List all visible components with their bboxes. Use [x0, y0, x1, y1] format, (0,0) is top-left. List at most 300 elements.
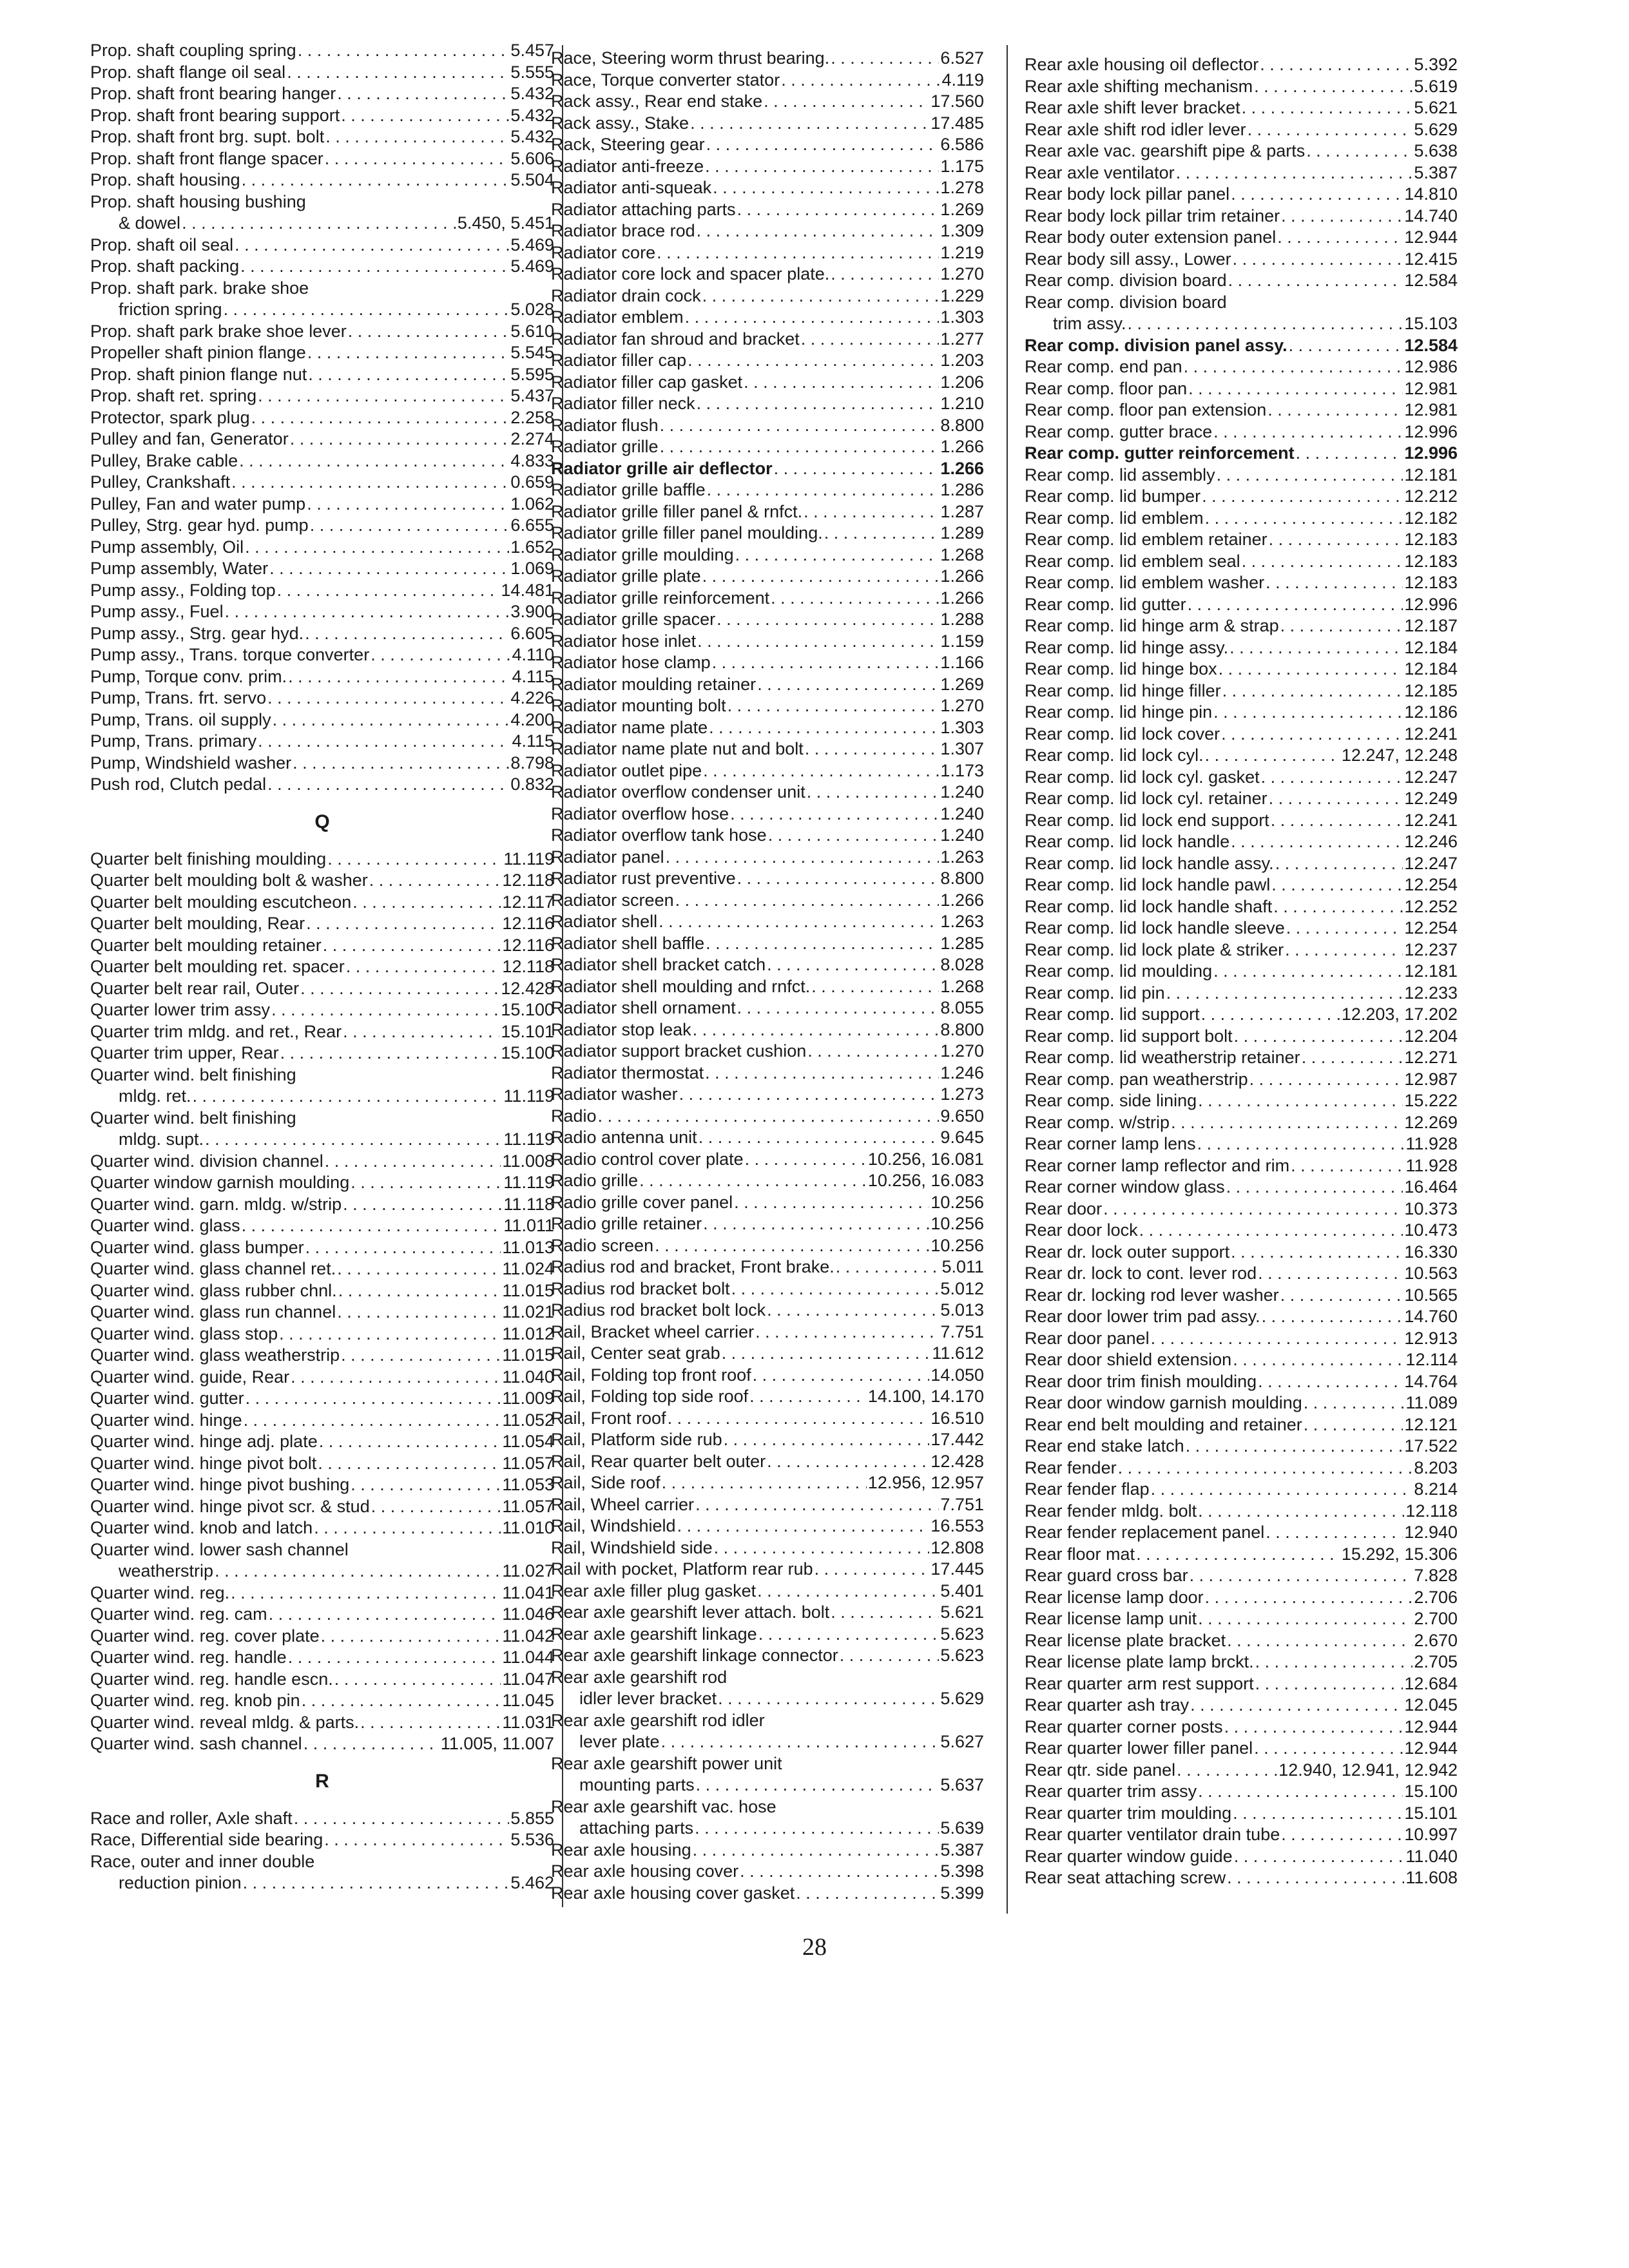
entry-page-ref: 8.798	[510, 753, 554, 773]
entry-term: Pump, Torque conv. prim.	[90, 666, 287, 686]
entry-term: Rear corner lamp lens	[1025, 1134, 1196, 1153]
entry-term: Rear door	[1025, 1198, 1103, 1218]
dot-leader	[1262, 1306, 1403, 1328]
index-entry	[1025, 1004, 1458, 1026]
entry-term: Pump assy., Strg. gear hyd.	[90, 623, 304, 643]
index-entry	[90, 1345, 554, 1367]
dot-leader	[677, 1515, 930, 1537]
entry-page-ref: 5.639	[940, 1818, 984, 1838]
entry-page-ref: 15.101	[1404, 1803, 1458, 1823]
entry-page-ref: 1.266	[940, 458, 984, 478]
dot-leader	[1248, 119, 1413, 141]
index-entry	[90, 235, 554, 256]
index-entry	[90, 1872, 554, 1894]
index-entry	[90, 83, 554, 105]
dot-leader	[325, 126, 509, 148]
index-entry	[551, 1581, 984, 1602]
dot-leader	[1136, 1544, 1340, 1566]
dot-leader	[1202, 486, 1403, 508]
dot-leader	[371, 1496, 501, 1518]
entry-term: Radiator emblem	[551, 307, 684, 327]
index-entry	[90, 892, 554, 914]
index-entry	[551, 868, 984, 890]
entry-page-ref: 10.256, 16.081	[867, 1149, 984, 1169]
index-entry	[551, 1472, 984, 1494]
entry-term: Rear comp. lid lock cyl.	[1025, 745, 1204, 765]
entry-term: Rear comp. division panel assy.	[1025, 335, 1287, 355]
index-entry	[90, 169, 554, 191]
index-entry	[90, 1258, 554, 1280]
dot-leader	[325, 1151, 501, 1173]
index-entry	[90, 1808, 554, 1830]
entry-page-ref: 5.638	[1414, 141, 1458, 160]
entry-term: Rear comp. side lining	[1025, 1091, 1197, 1110]
entry-term: Rail, Folding top front roof	[551, 1365, 751, 1385]
entry-term: mldg. supt.	[119, 1129, 204, 1149]
entry-page-ref: 12.183	[1404, 573, 1458, 592]
entry-page-ref: 2.274	[510, 429, 554, 448]
index-entry	[551, 738, 984, 760]
index-entry	[551, 113, 984, 135]
index-entry	[551, 652, 984, 674]
entry-term: Rear door window garnish moulding	[1025, 1393, 1302, 1412]
dot-leader	[717, 609, 939, 631]
dot-leader	[1304, 1392, 1405, 1414]
entry-term: Rear comp. lid emblem seal	[1025, 551, 1240, 571]
entry-page-ref: 7.751	[940, 1494, 984, 1514]
index-entry	[1025, 874, 1458, 896]
entry-term: reduction pinion	[119, 1873, 242, 1892]
entry-term: Rail, Platform side rub	[551, 1430, 722, 1449]
dot-leader	[343, 1021, 499, 1043]
entry-page-ref: 8.214	[1414, 1479, 1458, 1499]
dot-leader	[293, 753, 509, 774]
dot-leader	[668, 1408, 930, 1430]
entry-term: Rear license plate lamp brckt.	[1025, 1652, 1254, 1671]
entry-term: Radiator support bracket cushion	[551, 1041, 807, 1061]
dot-leader	[767, 954, 939, 976]
dot-leader	[1273, 896, 1403, 918]
dot-leader	[702, 285, 940, 307]
index-entry	[90, 342, 554, 364]
entry-term: Rail, Windshield side	[551, 1537, 713, 1557]
dot-leader	[836, 1256, 941, 1278]
dot-leader	[1266, 572, 1403, 594]
entry-term: Prop. shaft ret. spring	[90, 386, 257, 405]
entry-term: Rear comp. lid hinge filler	[1025, 680, 1221, 700]
entry-page-ref: 11.046	[502, 1604, 554, 1624]
entry-page-ref: 12.181	[1404, 961, 1458, 981]
entry-page-ref: 12.944	[1404, 1738, 1458, 1758]
index-entry	[90, 213, 554, 235]
index-entry	[551, 695, 984, 717]
dot-leader	[1266, 1522, 1403, 1544]
entry-term: Rear license plate bracket	[1025, 1630, 1226, 1650]
dot-leader	[774, 458, 940, 480]
index-entry	[551, 1300, 984, 1321]
index-entry	[1025, 1133, 1458, 1155]
entry-page-ref: 11.031	[502, 1712, 554, 1732]
entry-term: Radio antenna unit	[551, 1128, 697, 1147]
entry-page-ref: 11.928	[1405, 1155, 1458, 1175]
entry-term: Race, Differential side bearing	[90, 1830, 323, 1849]
entry-term: Rear quarter corner posts	[1025, 1716, 1223, 1736]
dot-leader	[722, 1343, 931, 1365]
dot-leader	[1205, 745, 1340, 767]
entry-page-ref: 8.800	[940, 415, 984, 435]
entry-term: Rear axle shift rod idler lever	[1025, 119, 1246, 139]
entry-page-ref: 12.981	[1404, 378, 1458, 398]
dot-leader	[1227, 1867, 1404, 1889]
entry-term: Radiator overflow tank hose	[551, 825, 767, 845]
entry-page-ref: 5.028	[510, 300, 554, 319]
index-entry	[90, 1129, 554, 1151]
index-entry	[90, 1539, 554, 1561]
entry-term: Radiator shell ornament	[551, 998, 736, 1017]
entry-term: Radiator panel	[551, 847, 664, 867]
index-entry	[1025, 184, 1458, 206]
entry-term: Radiator filler cap gasket	[551, 372, 743, 392]
dot-leader	[304, 1733, 439, 1755]
dot-leader	[695, 1494, 939, 1516]
index-entry	[90, 1367, 554, 1389]
index-entry	[551, 803, 984, 825]
entry-page-ref: 12.584	[1404, 271, 1458, 290]
index-entry	[551, 1019, 984, 1041]
dot-leader	[767, 1300, 939, 1321]
entry-term: Rear axle gearshift lever attach. bolt	[551, 1602, 830, 1622]
dot-leader	[1222, 680, 1403, 702]
index-entry	[551, 1515, 984, 1537]
index-entry	[551, 609, 984, 631]
entry-term: Rear quarter arm rest support	[1025, 1673, 1254, 1693]
index-entry	[1025, 1544, 1458, 1566]
index-entry	[1025, 313, 1458, 335]
dot-leader	[321, 1626, 501, 1648]
entry-page-ref: 11.047	[502, 1669, 554, 1689]
dot-leader	[740, 1861, 939, 1883]
entry-page-ref: 1.240	[940, 782, 984, 802]
dot-leader	[737, 199, 940, 221]
entry-term: Rear quarter trim assy	[1025, 1782, 1197, 1801]
index-entry	[90, 148, 554, 170]
column-divider	[1007, 45, 1008, 1914]
entry-page-ref: 5.627	[940, 1732, 984, 1751]
entry-term: Pump, Windshield washer	[90, 753, 292, 773]
entry-page-ref: 5.606	[510, 148, 554, 168]
dot-leader	[231, 472, 509, 494]
entry-page-ref: 8.028	[940, 955, 984, 974]
entry-page-ref: 11.119	[503, 849, 554, 869]
dot-leader	[1249, 1069, 1403, 1091]
entry-page-ref: 12.118	[502, 957, 554, 976]
entry-page-ref: 1.273	[940, 1084, 984, 1104]
index-entry	[1025, 529, 1458, 551]
entry-term: Radio grille	[551, 1171, 639, 1190]
index-entry	[90, 537, 554, 559]
entry-page-ref: 1.062	[510, 494, 554, 514]
dot-leader	[231, 1582, 501, 1604]
dot-leader	[660, 436, 940, 458]
index-entry	[551, 156, 984, 178]
entry-term: Prop. shaft coupling spring	[90, 41, 296, 60]
dot-leader	[1277, 227, 1403, 249]
index-entry	[1025, 54, 1458, 76]
index-entry	[90, 1604, 554, 1626]
dot-leader	[1242, 551, 1403, 573]
index-entry	[551, 825, 984, 847]
dot-leader	[306, 913, 501, 935]
index-entry	[1025, 421, 1458, 443]
dot-leader	[280, 1043, 500, 1064]
dot-leader	[758, 1624, 940, 1646]
index-entry	[551, 1278, 984, 1300]
entry-page-ref: 11.024	[502, 1259, 554, 1278]
index-entry	[90, 1647, 554, 1669]
entry-term: Pulley and fan, Generator	[90, 429, 289, 448]
entry-page-ref: 12.987	[1404, 1069, 1458, 1089]
entry-page-ref: 15.100	[501, 1043, 554, 1062]
dot-leader	[767, 1451, 929, 1473]
entry-page-ref: 14.760	[1404, 1307, 1458, 1326]
index-entry	[90, 999, 554, 1021]
entry-page-ref: 12.271	[1404, 1048, 1458, 1067]
dot-leader	[696, 1774, 940, 1796]
entry-page-ref: 12.183	[1404, 551, 1458, 571]
entry-term: Race, Steering worm thrust bearing.	[551, 48, 830, 68]
entry-term: Radiator filler cap	[551, 351, 687, 370]
entry-term: Rear door lower trim pad assy.	[1025, 1307, 1260, 1326]
index-entry	[1025, 1392, 1458, 1414]
entry-page-ref: 10.563	[1404, 1264, 1458, 1283]
dot-leader	[302, 1690, 501, 1712]
entry-term: Rack, Steering gear	[551, 135, 705, 154]
entry-page-ref: 0.659	[510, 472, 554, 492]
entry-page-ref: 8.055	[940, 998, 984, 1017]
dot-leader	[267, 774, 509, 796]
entry-page-ref: 12.944	[1404, 227, 1458, 247]
dot-leader	[807, 1041, 939, 1062]
entry-page-ref: 15.103	[1404, 314, 1458, 333]
dot-leader	[1166, 983, 1403, 1004]
entry-page-ref: 11.057	[502, 1496, 554, 1516]
index-entry	[1025, 443, 1458, 465]
dot-leader	[1233, 1349, 1404, 1371]
dot-leader	[1255, 1673, 1403, 1695]
entry-page-ref: 12.233	[1404, 983, 1458, 1003]
dot-leader	[269, 1604, 501, 1626]
entry-page-ref: 12.940	[1404, 1523, 1458, 1542]
entry-page-ref: 12.182	[1404, 508, 1458, 528]
index-entry	[551, 631, 984, 653]
index-entry	[551, 1127, 984, 1149]
entry-page-ref: 5.387	[940, 1840, 984, 1860]
entry-page-ref: 12.121	[1404, 1414, 1458, 1434]
index-entry	[551, 1688, 984, 1710]
entry-term: Rear end belt moulding and retainer	[1025, 1414, 1302, 1434]
dot-leader	[1205, 508, 1403, 530]
entry-term: Rear comp. lid hinge arm & strap	[1025, 616, 1279, 635]
dot-leader	[1291, 1155, 1404, 1177]
entry-term: Quarter belt finishing moulding	[90, 849, 327, 869]
dot-leader	[1219, 658, 1403, 680]
entry-term: Rear license lamp door	[1025, 1587, 1204, 1607]
dot-leader	[1103, 1198, 1403, 1220]
entry-page-ref: 1.270	[940, 696, 984, 715]
index-entry	[551, 1861, 984, 1883]
entry-term: Radiator shell baffle	[551, 933, 705, 953]
index-entry	[551, 1883, 984, 1905]
index-entry	[551, 976, 984, 998]
dot-leader	[714, 1537, 930, 1559]
index-entry	[90, 1669, 554, 1691]
index-entry	[90, 472, 554, 494]
entry-page-ref: 17.522	[1404, 1436, 1458, 1456]
entry-term: Rear axle ventilator	[1025, 162, 1175, 182]
entry-term: Pump, Trans. primary	[90, 731, 257, 751]
dot-leader	[224, 299, 510, 321]
entry-term: weatherstrip	[119, 1561, 214, 1581]
dot-leader	[639, 1170, 867, 1192]
dot-leader	[351, 1474, 501, 1496]
entry-page-ref: 5.013	[940, 1300, 984, 1320]
entry-term: Prop. shaft park. brake shoe	[90, 278, 309, 298]
dot-leader	[1118, 1457, 1413, 1479]
entry-term: Rear axle housing cover gasket	[551, 1883, 795, 1903]
entry-term: Radio screen	[551, 1235, 654, 1255]
index-entry	[90, 1690, 554, 1712]
dot-leader	[753, 1365, 930, 1387]
entry-term: Prop. shaft packing	[90, 256, 240, 276]
dot-leader	[205, 1129, 502, 1151]
entry-page-ref: 5.399	[940, 1883, 984, 1903]
dot-leader	[709, 717, 939, 739]
index-entry	[90, 1151, 554, 1173]
dot-leader	[318, 1453, 501, 1475]
dot-leader	[840, 1645, 940, 1667]
index-entry	[1025, 206, 1458, 227]
index-entry	[1025, 1479, 1458, 1501]
index-entry	[1025, 1263, 1458, 1285]
entry-page-ref: 8.800	[940, 1019, 984, 1039]
entry-term: Rear comp. lid lock handle	[1025, 832, 1230, 851]
entry-term: Quarter wind. reg. cam	[90, 1604, 267, 1624]
entry-page-ref: 12.996	[1404, 594, 1458, 614]
entry-term: Rear quarter ash tray	[1025, 1695, 1190, 1715]
index-entry	[90, 956, 554, 978]
entry-page-ref: 4.115	[512, 731, 554, 751]
dot-leader	[771, 588, 939, 610]
entry-page-ref: 3.900	[510, 602, 554, 621]
index-entry	[1025, 1716, 1458, 1738]
index-entry	[551, 242, 984, 264]
dot-leader	[258, 385, 509, 407]
entry-page-ref: 1.263	[940, 912, 984, 931]
dot-leader	[697, 393, 940, 415]
index-entry	[90, 687, 554, 709]
entry-page-ref: 11.013	[502, 1237, 554, 1257]
entry-page-ref: 11.045	[502, 1691, 554, 1710]
entry-term: Rear fender mldg. bolt	[1025, 1501, 1197, 1521]
dot-leader	[1302, 1047, 1403, 1069]
dot-leader	[718, 1688, 939, 1710]
entry-page-ref: 11.015	[502, 1345, 554, 1365]
entry-term: Quarter wind. sash channel	[90, 1734, 302, 1753]
entry-page-ref: 10.256	[930, 1214, 984, 1233]
dot-leader	[273, 709, 510, 731]
dot-leader	[277, 580, 500, 602]
entry-term: Quarter wind. reg. handle escn.	[90, 1669, 333, 1689]
entry-page-ref: 1.266	[940, 890, 984, 910]
entry-term: Rear quarter window guide	[1025, 1846, 1233, 1866]
index-entry	[551, 415, 984, 437]
entry-page-ref: 11.608	[1405, 1868, 1458, 1887]
index-entry	[90, 935, 554, 957]
entry-term: Quarter wind. glass stop	[90, 1323, 278, 1343]
index-entry	[551, 782, 984, 803]
index-entry	[551, 1840, 984, 1861]
dot-leader	[703, 760, 939, 782]
entry-page-ref: 11.010	[502, 1518, 554, 1537]
entry-page-ref: 5.462	[510, 1873, 554, 1892]
entry-term: Radiator grille filler panel & rnfct.	[551, 501, 803, 521]
dot-leader	[662, 1472, 867, 1494]
index-entry	[90, 1021, 554, 1043]
index-entry	[551, 1429, 984, 1451]
dot-leader	[337, 1302, 501, 1323]
index-entry	[1025, 249, 1458, 271]
entry-page-ref: 5.504	[510, 170, 554, 189]
index-entry	[551, 1041, 984, 1062]
index-entry	[1025, 1177, 1458, 1198]
entry-page-ref: 2.258	[510, 407, 554, 427]
dot-leader	[1190, 1695, 1403, 1716]
dot-leader	[1128, 313, 1403, 335]
index-entry	[90, 1086, 554, 1108]
entry-page-ref: 11.044	[502, 1648, 554, 1667]
entry-page-ref: 1.286	[940, 480, 984, 499]
dot-leader	[598, 1106, 940, 1128]
entry-term: Radiator core lock and spacer plate.	[551, 264, 830, 284]
index-entry	[551, 48, 984, 70]
entry-term: Push rod, Clutch pedal	[90, 774, 267, 794]
entry-term: Rear axle gearshift rod idler	[551, 1710, 765, 1730]
entry-page-ref: 0.832	[510, 774, 554, 794]
dot-leader	[1198, 1090, 1403, 1112]
entry-page-ref: 12.116	[502, 914, 554, 933]
index-entry	[551, 1774, 984, 1796]
entry-page-ref: 6.655	[510, 515, 554, 535]
entry-page-ref: 10.256	[930, 1235, 984, 1255]
entry-term: Radiator thermostat	[551, 1062, 704, 1082]
dot-leader	[1198, 1501, 1404, 1523]
index-entry	[90, 709, 554, 731]
entry-term: Quarter belt moulding, Rear	[90, 914, 305, 933]
entry-term: Quarter wind. reg. knob pin	[90, 1691, 300, 1710]
dot-leader	[305, 1237, 501, 1259]
dot-leader	[1171, 1112, 1403, 1134]
entry-page-ref: 11.040	[502, 1367, 554, 1387]
index-entry	[1025, 961, 1458, 983]
entry-term: Rear door panel	[1025, 1328, 1150, 1348]
entry-term: Radiator rust preventive	[551, 869, 736, 888]
index-entry	[1025, 1587, 1458, 1609]
dot-leader	[324, 1829, 509, 1851]
dot-leader	[807, 782, 940, 803]
index-entry	[90, 1474, 554, 1496]
index-entry	[551, 544, 984, 566]
index-entry	[90, 666, 554, 688]
